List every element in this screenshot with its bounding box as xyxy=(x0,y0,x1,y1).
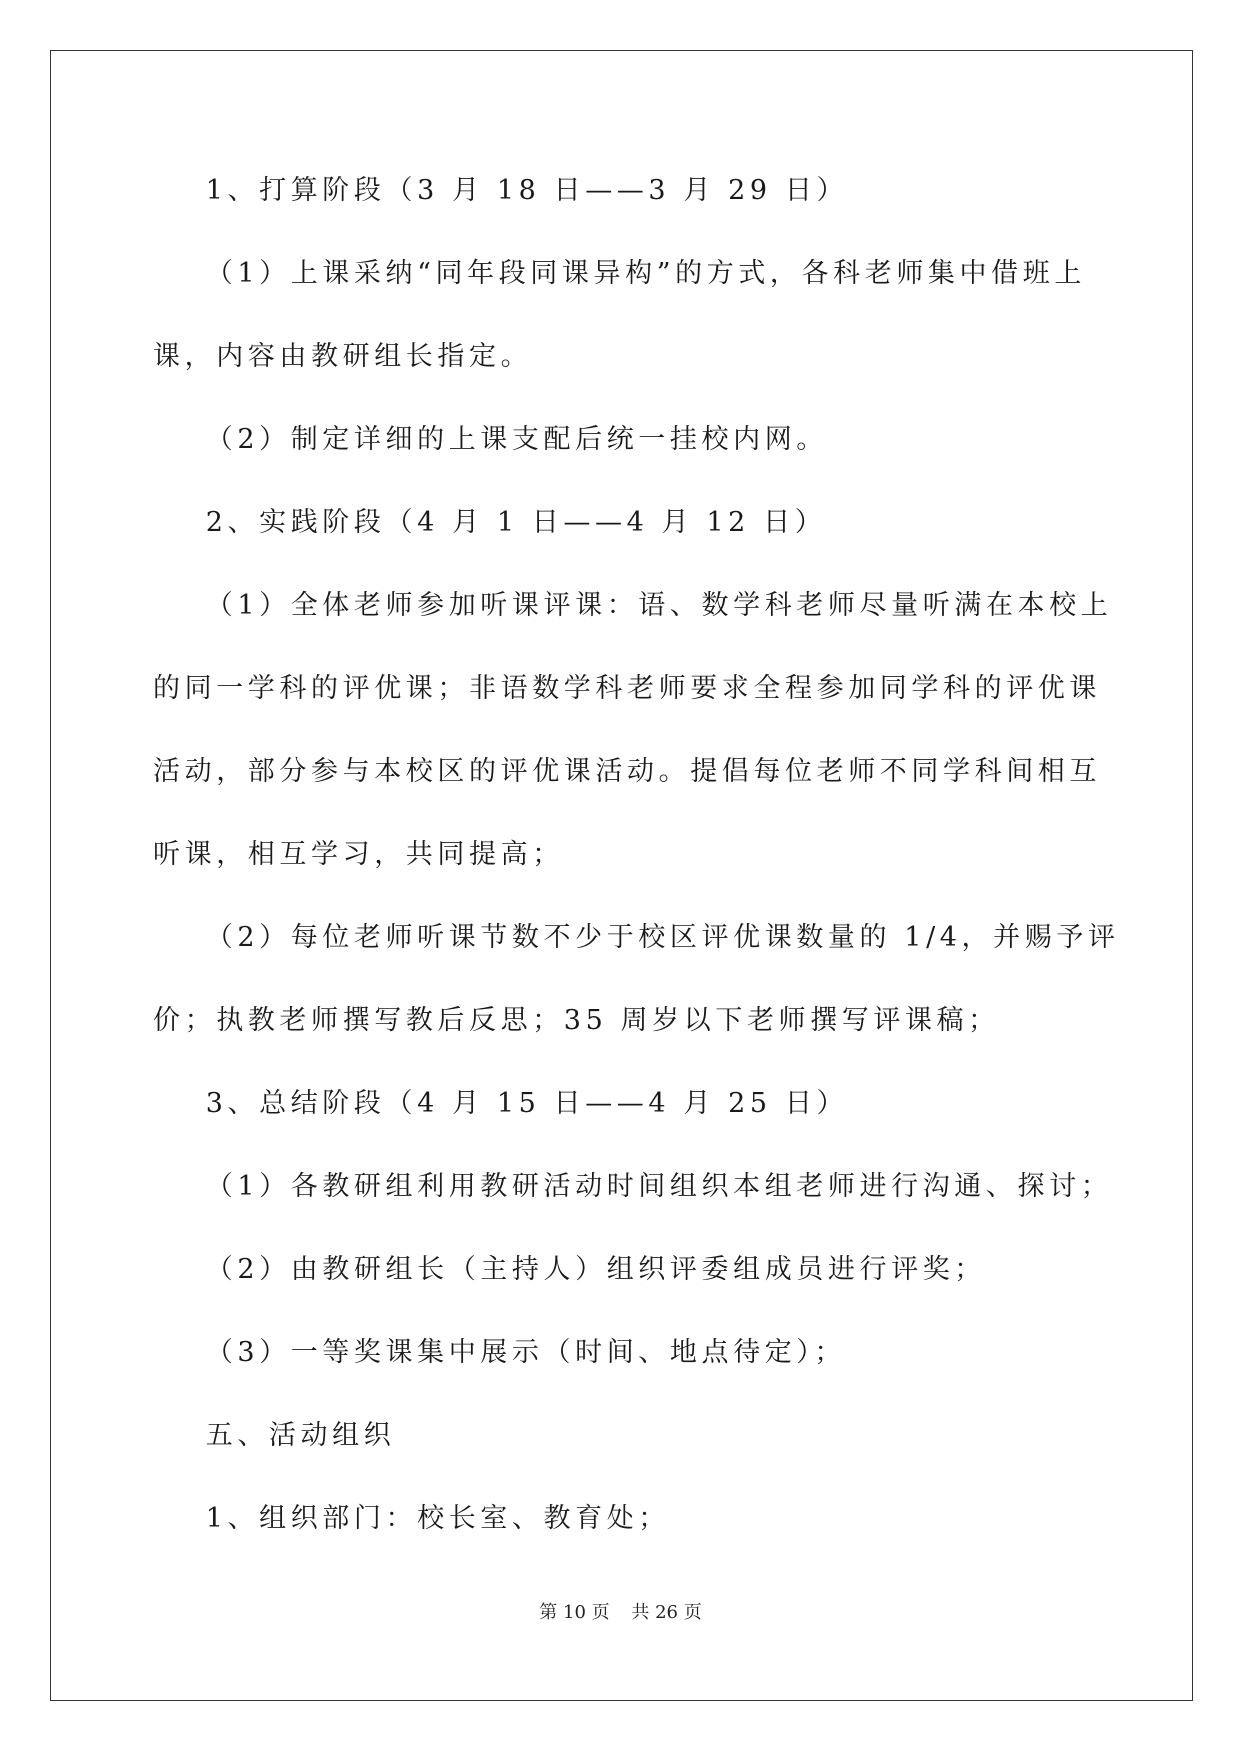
paragraph-line: 的同一学科的评优课；非语数学科老师要求全程参加同学科的评优课 xyxy=(153,673,1101,704)
paragraph-line: 听课，相互学习，共同提高； xyxy=(153,839,564,870)
paragraph-line: （1）上课采纳“同年段同课异构”的方式，各科老师集中借班上 xyxy=(153,258,1086,289)
paragraph-line: （3）一等奖课集中展示（时间、地点待定）； xyxy=(153,1337,847,1368)
section-heading-summary-stage: 3、总结阶段（4 月 15 日——4 月 25 日） xyxy=(153,1088,849,1119)
paragraph-line: 课，内容由教研组长指定。 xyxy=(153,341,533,372)
page-footer xyxy=(0,1598,1241,1624)
section-heading-practice-stage: 2、实践阶段（4 月 1 日——4 月 12 日） xyxy=(153,507,827,538)
section-heading-prep-stage: 1、打算阶段（3 月 18 日——3 月 29 日） xyxy=(153,175,849,206)
paragraph-line: （1）各教研组利用教研活动时间组织本组老师进行沟通、探讨； xyxy=(153,1171,1113,1202)
paragraph-line: （2）每位老师听课节数不少于校区评优课数量的 1/4，并赐予评 xyxy=(153,922,1120,953)
paragraph-line: 活动，部分参与本校区的评优课活动。提倡每位老师不同学科间相互 xyxy=(153,756,1101,787)
section-heading-activity-organization: 五、活动组织 xyxy=(153,1420,396,1451)
page-total: 共 26 页 xyxy=(631,1602,702,1623)
paragraph-line: （2）制定详细的上课支配后统一挂校内网。 xyxy=(153,424,828,455)
paragraph-line: （2）由教研组长（主持人）组织评委组成员进行评奖； xyxy=(153,1254,986,1285)
paragraph-line: 价；执教老师撰写教后反思；35 周岁以下老师撰写评课稿； xyxy=(153,1005,1000,1036)
paragraph-line: （1）全体老师参加听课评课：语、数学科老师尽量听满在本校上 xyxy=(153,590,1113,621)
paragraph-line: 1、组织部门：校长室、教育处； xyxy=(153,1503,670,1534)
page-number: 第 10 页 xyxy=(539,1602,610,1623)
